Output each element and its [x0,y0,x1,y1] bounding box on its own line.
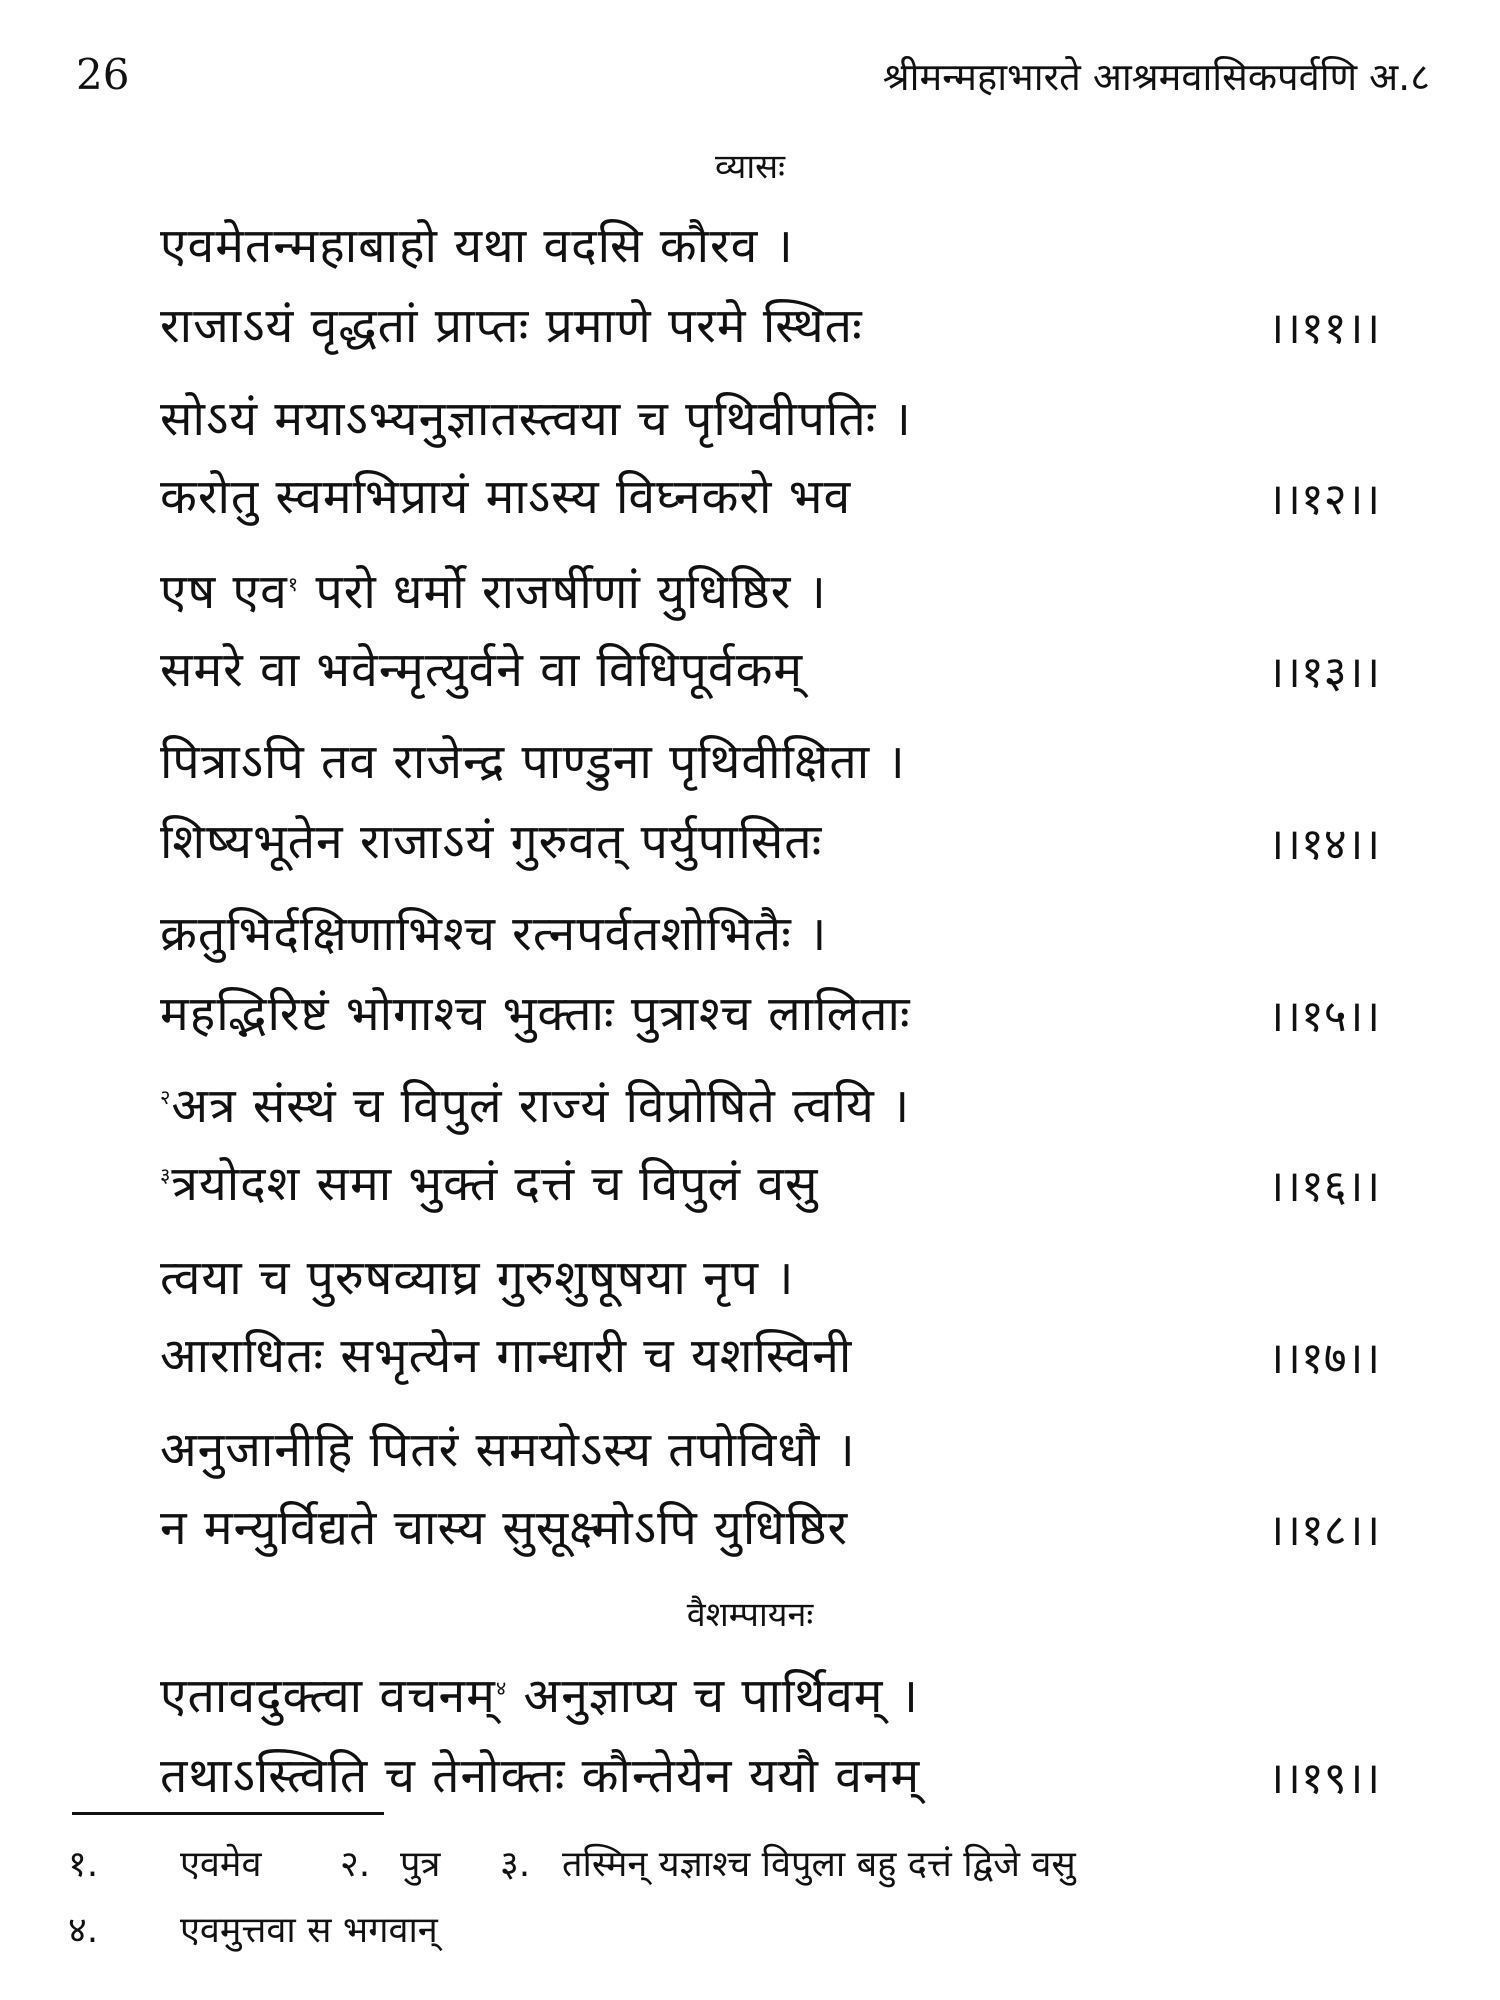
verse-line: तथाऽस्त्विति च तेनोक्तः कौन्तेयेन ययौ वनम् [160,1748,921,1804]
verse-number: ।।१२।। [1267,474,1380,525]
footnote-number: १. [68,1844,99,1885]
verse-line: पित्राऽपि तव राजेन्द्र पाण्डुना पृथिवीक्षिता । [160,734,906,790]
verse-line: करोतु स्वमभिप्रायं माऽस्य विघ्नकरो भव [160,469,852,525]
verse-number: ।।१३।। [1267,647,1380,698]
speaker-heading: वैशम्पायनः [686,1595,814,1635]
verse-number: ।।१५।। [1267,991,1380,1042]
verse-line: आराधितः सभृत्येन गान्धारी च यशस्विनी [160,1328,853,1384]
verse-line [160,1662,919,1727]
verse-line: त्वया च पुरुषव्याघ्र गुरुशुषूषया नृप । [160,1250,795,1306]
verse-line: शिष्यभूतेन राजाऽयं गुरुवत् पर्युपासितः [160,814,823,870]
verse-number: ।।१९।। [1267,1753,1380,1804]
verse-line: अनुजानीहि पितरं समयोऽस्य तपोविधौ । [160,1422,856,1478]
verse-text: एष एव [160,564,288,620]
footnote-text: एवमेव [180,1844,262,1885]
footnote-rule [72,1812,384,1815]
running-head: श्रीमन्महाभारते आश्रमवासिकपर्वणि अ.८ [882,55,1430,99]
footnote-marker: ३ [160,1163,172,1187]
verse-line [160,1072,910,1137]
footnote-number: ३. [500,1844,531,1885]
footnote-marker: २ [160,1085,172,1109]
verse-number: ।।१४।। [1267,819,1380,870]
verse-line [160,1150,818,1215]
verse-text: एतावदुक्त्वा वचनम् [160,1668,496,1724]
verse-number: ।।११।। [1267,303,1380,354]
verse-line: न मन्युर्विद्यते चास्य सुसूक्ष्मोऽपि युधिष्ठिर [160,1500,849,1556]
footnote-number: २. [340,1844,371,1885]
page-number: 26 [76,50,130,99]
footnote-text: एवमुत्तवा स भगवान् [180,1910,438,1951]
footnote-line [68,1838,1076,1887]
footnote-marker: ४ [495,1676,508,1700]
verse-number: ।।१८।। [1267,1505,1380,1556]
footnote-line [68,1904,438,1953]
verse-line [160,558,827,623]
verse-number: ।।१६।। [1267,1161,1380,1212]
verse-text: परो धर्मो राजर्षीणां युधिष्ठिर । [299,564,827,620]
verse-line: क्रतुभिर्दक्षिणाभिश्च रत्नपर्वतशोभितैः । [160,906,828,962]
footnote-marker: १ [287,572,300,596]
verse-line: एवमेतन्महाबाहो यथा वदसि कौरव । [160,218,794,274]
verse-number: ।।१७।। [1267,1333,1380,1384]
verse-line: महद्भिरिष्टं भोगाश्च भुक्ताः पुत्राश्च लालिताः [160,986,911,1042]
verse-line: सोऽयं मयाऽभ्यनुज्ञातस्त्वया च पृथिवीपतिः । [160,391,912,447]
verse-text: अत्र संस्थं च विपुलं राज्यं विप्रोषिते त्वयि । [171,1078,911,1134]
verse-line: समरे वा भवेन्मृत्युर्वने वा विधिपूर्वकम् [160,642,804,698]
footnote-text: तस्मिन् यज्ञाश्च विपुला बहु दत्तं द्विजे वसु [562,1844,1076,1885]
verse-text: अनुज्ञाप्य च पार्थिवम् । [507,1668,919,1724]
speaker-heading: व्यासः [714,147,785,187]
verse-text: त्रयोदश समा भुक्तं दत्तं च विपुलं वसु [171,1156,819,1212]
verse-line: राजाऽयं वृद्धतां प्राप्तः प्रमाणे परमे स्थितः [160,298,863,354]
footnote-number: ४. [68,1910,99,1951]
footnote-text: पुत्र [400,1844,441,1885]
